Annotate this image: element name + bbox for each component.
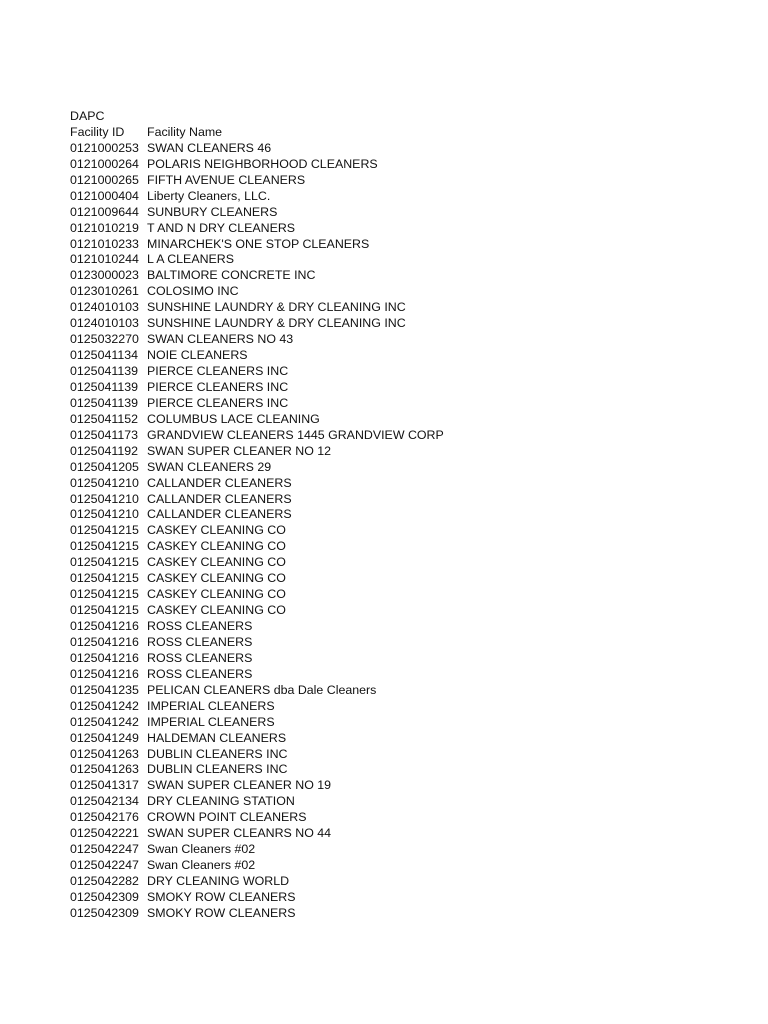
facility-name: T AND N DRY CLEANERS — [147, 220, 296, 235]
facility-name: CASKEY CLEANING CO — [147, 523, 286, 538]
table-row — [70, 396, 750, 412]
facility-id: 0125042247 — [70, 842, 139, 857]
facility-name: COLUMBUS LACE CLEANING — [147, 411, 320, 426]
table-row — [70, 826, 750, 842]
facility-name: SUNSHINE LAUNDRY & DRY CLEANING INC — [147, 300, 406, 315]
table-row — [70, 300, 750, 316]
facility-id: 0121010233 — [70, 236, 139, 251]
document-page — [70, 109, 750, 922]
facility-id: 0125042176 — [70, 810, 139, 825]
facility-id: 0124010103 — [70, 316, 139, 331]
table-row — [70, 571, 750, 587]
facility-name: SWAN CLEANERS NO 43 — [147, 332, 294, 347]
facility-name: ROSS CLEANERS — [147, 666, 253, 681]
facility-name: PIERCE CLEANERS INC — [147, 364, 289, 378]
facility-id: 0125042309 — [70, 905, 139, 920]
facility-id: 0125041242 — [70, 714, 139, 729]
facility-id: 0125041152 — [70, 411, 138, 426]
table-row — [70, 189, 750, 205]
facility-name: IMPERIAL CLEANERS — [147, 698, 275, 713]
facility-id: 0125041263 — [70, 762, 139, 777]
table-header — [70, 125, 750, 141]
table-row — [70, 523, 750, 539]
facility-id: 0125041215 — [70, 555, 139, 570]
table-row — [70, 858, 750, 874]
facility-id: 0125041216 — [70, 650, 139, 665]
table-row — [70, 173, 750, 189]
facility-id: 0125041216 — [70, 666, 139, 681]
facility-name: CALLANDER CLEANERS — [147, 507, 292, 522]
facility-name-header: Facility Name — [147, 124, 223, 139]
facility-id: 0125041235 — [70, 682, 139, 697]
table-row — [70, 157, 750, 173]
facility-id: 0125042309 — [70, 889, 139, 904]
facility-name: ROSS CLEANERS — [147, 650, 253, 665]
facility-id: 0125041215 — [70, 523, 139, 538]
table-row — [70, 428, 750, 444]
facility-id: 0125042221 — [70, 826, 139, 841]
table-row — [70, 778, 750, 794]
table-row — [70, 507, 750, 523]
table-row — [70, 731, 750, 747]
facility-name: PELICAN CLEANERS dba Dale Cleaners — [147, 682, 377, 697]
table-row — [70, 380, 750, 396]
table-row — [70, 874, 750, 890]
table-row — [70, 699, 750, 715]
facility-id: 0121009644 — [70, 204, 139, 219]
facility-id: 0123010261 — [70, 284, 139, 299]
table-row — [70, 460, 750, 476]
table-row — [70, 364, 750, 380]
facility-id: 0125041216 — [70, 619, 139, 633]
facility-id: 0123000023 — [70, 268, 139, 283]
facility-name: DUBLIN CLEANERS INC — [147, 762, 288, 777]
table-row — [70, 587, 750, 603]
table-row — [70, 268, 750, 284]
table-row — [70, 205, 750, 221]
facility-name: SUNBURY CLEANERS — [147, 204, 278, 219]
table-row — [70, 635, 750, 651]
table-row — [70, 444, 750, 460]
table-row — [70, 762, 750, 778]
document-title: DAPC — [70, 109, 105, 123]
facility-id: 0125041249 — [70, 730, 139, 745]
facility-id: 0121000264 — [70, 156, 139, 171]
facility-id: 0125042282 — [70, 874, 139, 888]
facility-name: SUNSHINE LAUNDRY & DRY CLEANING INC — [147, 316, 406, 331]
facility-name: SWAN SUPER CLEANER NO 12 — [147, 443, 332, 458]
facility-name: MINARCHEK'S ONE STOP CLEANERS — [147, 236, 370, 251]
facility-name: SWAN CLEANERS 46 — [147, 140, 272, 155]
table-row — [70, 794, 750, 810]
facility-id: 0125041134 — [70, 348, 138, 363]
table-row — [70, 810, 750, 826]
table-row — [70, 842, 750, 858]
table-row — [70, 555, 750, 571]
facility-id: 0125041215 — [70, 571, 139, 586]
facility-name: CASKEY CLEANING CO — [147, 587, 286, 602]
facility-name: CASKEY CLEANING CO — [147, 603, 286, 618]
table-row — [70, 890, 750, 906]
facility-name: Swan Cleaners #02 — [147, 858, 256, 873]
table-row — [70, 316, 750, 332]
facility-id: 0125041216 — [70, 634, 139, 649]
facility-id: 0125041317 — [70, 778, 139, 793]
facility-name: SMOKY ROW CLEANERS — [147, 889, 296, 904]
facility-list — [70, 141, 750, 922]
facility-name: Liberty Cleaners, LLC. — [147, 188, 271, 203]
facility-name: COLOSIMO INC — [147, 284, 239, 299]
facility-name: FIFTH AVENUE CLEANERS — [147, 172, 306, 187]
facility-id: 0125041215 — [70, 587, 139, 602]
facility-name: NOIE CLEANERS — [147, 348, 248, 363]
facility-name: PIERCE CLEANERS INC — [147, 395, 289, 410]
facility-name: BALTIMORE CONCRETE INC — [147, 268, 316, 283]
facility-name: L A CLEANERS — [147, 252, 235, 267]
facility-id: 0121010219 — [70, 220, 139, 235]
facility-name: Swan Cleaners #02 — [147, 842, 256, 857]
facility-name: ROSS CLEANERS — [147, 619, 253, 633]
facility-name: PIERCE CLEANERS INC — [147, 379, 289, 394]
facility-name: ROSS CLEANERS — [147, 634, 253, 649]
facility-name: CASKEY CLEANING CO — [147, 539, 286, 554]
table-row — [70, 651, 750, 667]
facility-id: 0125042134 — [70, 794, 139, 809]
table-row — [70, 619, 750, 635]
facility-name: DRY CLEANING STATION — [147, 794, 295, 809]
table-row — [70, 683, 750, 699]
table-row — [70, 141, 750, 157]
table-row — [70, 237, 750, 253]
table-row — [70, 603, 750, 619]
facility-name: SMOKY ROW CLEANERS — [147, 905, 296, 920]
facility-name: HALDEMAN CLEANERS — [147, 730, 287, 745]
facility-id: 0125041210 — [70, 491, 139, 506]
facility-id: 0125041210 — [70, 475, 139, 490]
facility-name: SWAN SUPER CLEANER NO 19 — [147, 778, 332, 793]
facility-id: 0125041210 — [70, 507, 139, 522]
facility-name: CALLANDER CLEANERS — [147, 475, 292, 490]
table-row — [70, 252, 750, 268]
facility-name: IMPERIAL CLEANERS — [147, 714, 275, 729]
facility-id: 0121000404 — [70, 188, 139, 203]
facility-name: GRANDVIEW CLEANERS 1445 GRANDVIEW CORP — [147, 427, 444, 442]
table-row — [70, 747, 750, 763]
facility-id: 0125041173 — [70, 427, 138, 442]
facility-name: SWAN SUPER CLEANRS NO 44 — [147, 826, 332, 841]
facility-id: 0124010103 — [70, 300, 139, 315]
facility-id: 0121000253 — [70, 140, 139, 155]
facility-id: 0125041192 — [70, 443, 138, 458]
table-row — [70, 284, 750, 300]
table-row — [70, 412, 750, 428]
facility-id: 0125042247 — [70, 858, 139, 873]
facility-name: DUBLIN CLEANERS INC — [147, 746, 288, 761]
facility-name: POLARIS NEIGHBORHOOD CLEANERS — [147, 156, 378, 171]
table-row — [70, 906, 750, 922]
facility-id: 0125041263 — [70, 746, 139, 761]
facility-id: 0125032270 — [70, 332, 139, 347]
table-row — [70, 476, 750, 492]
facility-name: CASKEY CLEANING CO — [147, 571, 286, 586]
table-row — [70, 492, 750, 508]
facility-name: CROWN POINT CLEANERS — [147, 810, 307, 825]
table-row — [70, 715, 750, 731]
table-row — [70, 539, 750, 555]
facility-id: 0125041215 — [70, 603, 139, 618]
facility-id: 0125041242 — [70, 698, 139, 713]
facility-name: DRY CLEANING WORLD — [147, 874, 290, 888]
facility-name: SWAN CLEANERS 29 — [147, 459, 272, 474]
facility-id: 0125041139 — [70, 395, 138, 410]
facility-id: 0125041215 — [70, 539, 139, 554]
facility-id: 0125041205 — [70, 459, 139, 474]
facility-name: CALLANDER CLEANERS — [147, 491, 292, 506]
facility-id: 0121010244 — [70, 252, 139, 267]
table-row — [70, 332, 750, 348]
facility-id: 0121000265 — [70, 172, 139, 187]
facility-id: 0125041139 — [70, 379, 138, 394]
table-row — [70, 667, 750, 683]
table-row — [70, 221, 750, 237]
facility-id: 0125041139 — [70, 364, 138, 378]
facility-name: CASKEY CLEANING CO — [147, 555, 286, 570]
facility-id-header: Facility ID — [70, 124, 125, 139]
table-row — [70, 348, 750, 364]
